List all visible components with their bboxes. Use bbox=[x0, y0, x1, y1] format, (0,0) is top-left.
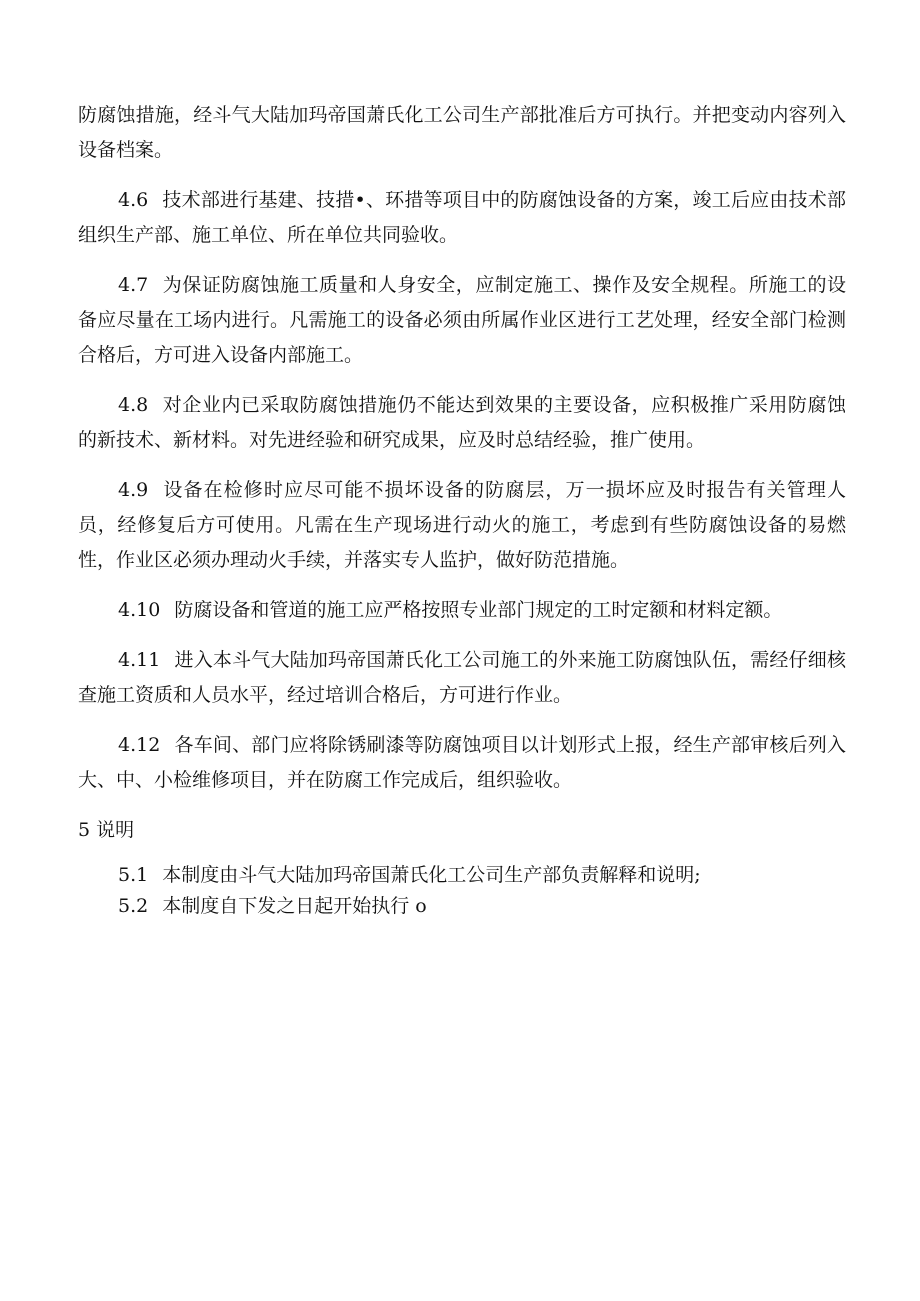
clause-number: 4.11 bbox=[118, 649, 161, 671]
clause-text: 设备在检修时应尽可能不损坏设备的防腐层，万一损坏应及时报告有关管理人员，经修复后方可使用。凡需在生产现场进行动火的施工，考虑到有些防腐蚀设备的易燃性，作业区必须办理动火手续，并落实专人监护，做好防范措施。 bbox=[78, 479, 846, 571]
clause-5-1 bbox=[78, 860, 846, 891]
clause-4-10 bbox=[78, 593, 846, 628]
clause-number: 4.12 bbox=[118, 734, 161, 756]
clause-text: 本制度由斗气大陆加玛帝国萧氏化工公司生产部负责解释和说明; bbox=[162, 864, 701, 886]
intro-paragraph: 防腐蚀措施，经斗气大陆加玛帝国萧氏化工公司生产部批准后方可执行。并把变动内容列入设备档案。 bbox=[78, 104, 846, 161]
document-page bbox=[78, 98, 846, 922]
clause-number: 4.8 bbox=[118, 394, 149, 416]
clause-text: 技术部进行基建、技措•、环措等项目中的防腐蚀设备的方案，竣工后应由技术部组织生产部、施工单位、所在单位共同验收。 bbox=[78, 189, 846, 246]
clause-number: 4.9 bbox=[118, 479, 149, 501]
clause-text: 对企业内已采取防腐蚀措施仍不能达到效果的主要设备，应积极推广采用防腐蚀的新技术、新材料。对先进经验和研究成果，应及时总结经验，推广使用。 bbox=[78, 394, 846, 451]
clause-4-12 bbox=[78, 728, 846, 798]
clause-4-7 bbox=[78, 268, 846, 373]
clause-4-6 bbox=[78, 183, 846, 253]
clause-number: 5.2 bbox=[118, 895, 149, 917]
clause-number: 5.1 bbox=[118, 864, 149, 886]
clause-number: 4.10 bbox=[118, 599, 161, 621]
clause-5-2 bbox=[78, 891, 846, 922]
clause-text: 本制度自下发之日起开始执行 o bbox=[162, 895, 427, 917]
clause-number: 4.6 bbox=[118, 189, 149, 211]
clause-text: 进入本斗气大陆加玛帝国萧氏化工公司施工的外来施工防腐蚀队伍，需经仔细核查施工资质和人员水平，经过培训合格后，方可进行作业。 bbox=[78, 649, 846, 706]
clause-4-11 bbox=[78, 643, 846, 713]
clause-text: 为保证防腐蚀施工质量和人身安全，应制定施工、操作及安全规程。所施工的设备应尽量在工场内进行。凡需施工的设备必须由所属作业区进行工艺处理，经安全部门检测合格后，方可进入设备内部施工。 bbox=[78, 274, 846, 366]
clause-text: 防腐设备和管道的施工应严格按照专业部门规定的工时定额和材料定额。 bbox=[174, 599, 783, 621]
clause-text: 各车间、部门应将除锈刷漆等防腐蚀项目以计划形式上报，经生产部审核后列入大、中、小检维修项目，并在防腐工作完成后，组织验收。 bbox=[78, 734, 846, 791]
clause-number: 4.7 bbox=[118, 274, 149, 296]
section-5-title: 5 说明 bbox=[78, 819, 135, 841]
clause-4-9 bbox=[78, 473, 846, 578]
clause-4-8 bbox=[78, 388, 846, 458]
